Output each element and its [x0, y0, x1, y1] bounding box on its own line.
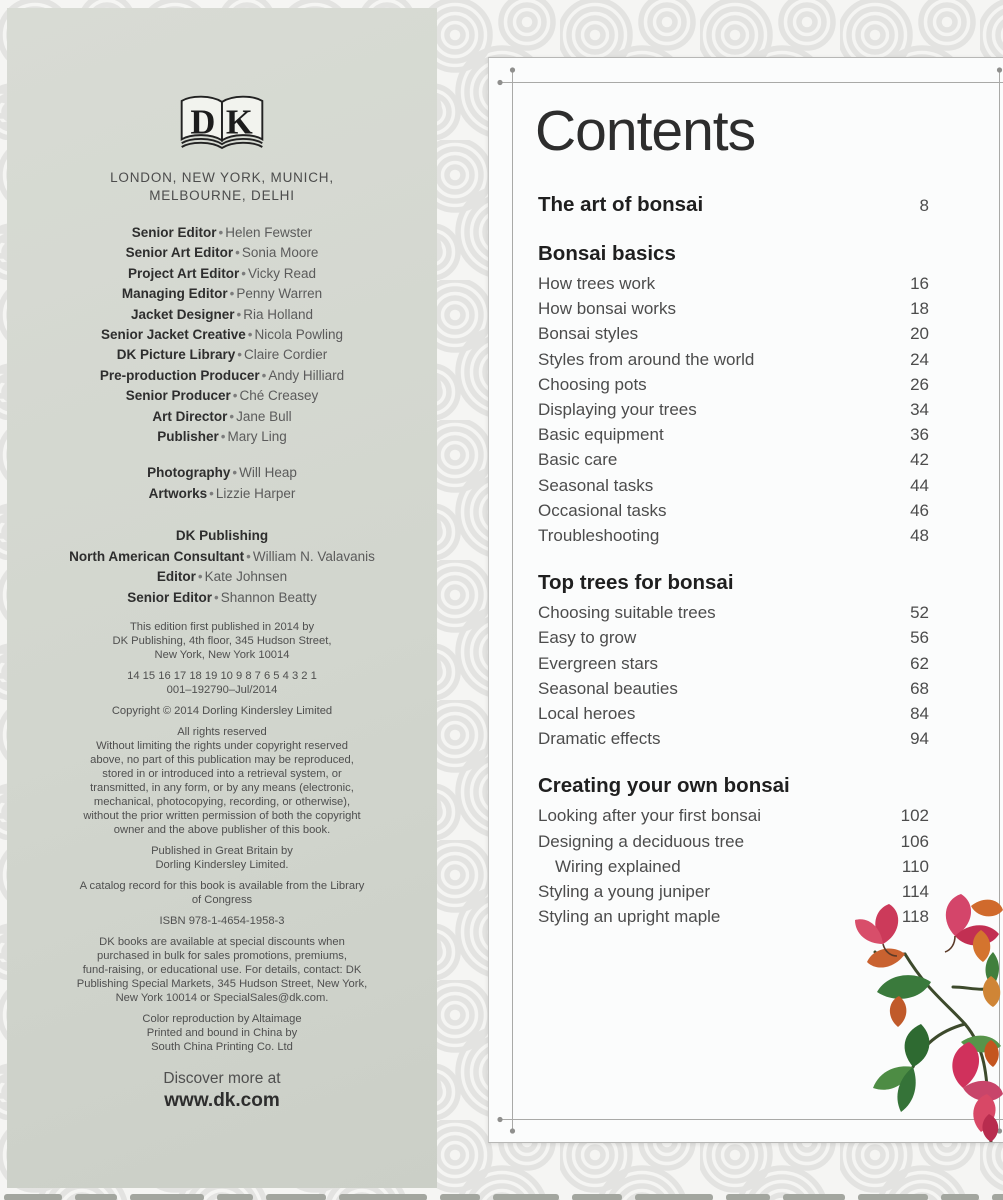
imprint-paragraph: DK books are available at special discounts when purchased in bulk for sales promotions, premiums, fund-raising, or educational use. For details, contact: DK Publishing Special Markets, 345 Hudson Street, New York, New York 10014 or SpecialSales@dk.com.	[76, 935, 368, 1004]
toc-entry-label: Occasional tasks	[538, 500, 667, 520]
toc-entry-page-number: 20	[910, 324, 929, 344]
toc-entry	[538, 625, 929, 650]
toc-section-heading: Bonsai basics	[538, 242, 676, 265]
toc-entry-label: Styling an upright maple	[538, 907, 721, 927]
credit-line	[25, 407, 419, 427]
toc-entry-label: How trees work	[538, 274, 656, 293]
toc-entry-label: Choosing pots	[538, 374, 647, 394]
toc-entry-label: Dramatic effects	[538, 729, 661, 749]
credit-name: Kate Johnsen	[204, 569, 288, 585]
toc-section-heading: Creating your own bonsai	[538, 774, 790, 798]
toc-entry	[538, 271, 929, 296]
toc-entry-page-number: 114	[901, 882, 929, 902]
cut-off-print-strip	[4, 1192, 1003, 1200]
uk-credits-list	[25, 223, 419, 447]
bougainvillea-flower-image	[843, 892, 1003, 1142]
toc-section-heading-row	[538, 192, 929, 219]
toc-entry-label: Displaying your trees	[538, 400, 697, 420]
imprint-paragraph: All rights reserved Without limiting the rights under copyright reserved above, no part of this publication may be reproduced, stored in or introduced into a retrieval system, or transmitted, in any form, or by any means (electronic, mechanical, photocopying, recording, or otherwise), without the prior written permission of both the copyright owner and the above publisher of this book.	[83, 725, 361, 836]
imprint-paragraph: 14 15 16 17 18 19 10 9 8 7 6 5 4 3 2 1 001–192790–Jul/2014	[127, 669, 317, 696]
bullet-separator: •	[241, 265, 246, 281]
toc-entry-label: Styling a young juniper	[538, 882, 711, 902]
toc-entry	[538, 651, 929, 676]
bullet-separator: •	[197, 569, 203, 585]
toc-entry-page-number: 62	[910, 653, 929, 673]
bullet-separator: •	[235, 245, 240, 261]
imprint-paragraph: This edition first published in 2014 by DK Publishing, 4th floor, 345 Hudson Street, New York, New York 10014	[112, 620, 332, 661]
discover-label: Discover more at	[163, 1069, 281, 1087]
toc-entry	[538, 829, 929, 854]
toc-entry	[538, 498, 929, 523]
imprint-paragraph: ISBN 978-1-4654-1958-3	[159, 914, 285, 927]
toc-entry-page-number: 34	[910, 400, 929, 420]
credit-line	[25, 345, 419, 365]
credit-name: Shannon Beatty	[220, 589, 317, 605]
toc-entry-page-number: 52	[910, 603, 929, 623]
toc-entry-page-number: 48	[910, 526, 929, 546]
credit-role: Project Art Editor	[127, 265, 240, 281]
toc-entry-label: Local heroes	[538, 704, 636, 724]
credit-name: Andy Hilliard	[268, 367, 345, 383]
toc-entry-page-number: 110	[901, 856, 929, 876]
toc-entry	[538, 296, 929, 321]
credit-name: William N. Valavanis	[252, 548, 375, 564]
credit-name: Sonia Moore	[241, 245, 319, 261]
credit-name: Claire Cordier	[244, 347, 328, 363]
imprint-page	[7, 8, 437, 1188]
toc-entry	[538, 347, 929, 372]
credit-name: Vicky Read	[247, 265, 317, 281]
bullet-separator: •	[236, 306, 242, 322]
toc-entry	[538, 372, 929, 397]
imprint-paragraph: Copyright © 2014 Dorling Kindersley Limited	[111, 704, 333, 717]
toc-entry-label: How bonsai works	[538, 299, 676, 319]
credit-role: DK Picture Library	[116, 347, 236, 363]
toc-entry-page-number: 94	[910, 729, 929, 749]
toc-section	[538, 570, 929, 751]
toc-entry-page-number: 16	[910, 274, 929, 293]
credit-line	[25, 386, 419, 406]
toc-entries	[538, 271, 929, 548]
toc-entry	[538, 473, 929, 498]
credit-role: Photography	[147, 465, 231, 481]
credit-name: Mary Ling	[227, 429, 287, 445]
toc-entry-page-number: 118	[901, 907, 929, 927]
toc-entry-label: Designing a deciduous tree	[538, 831, 745, 851]
credit-line	[25, 366, 419, 386]
bullet-separator: •	[229, 408, 235, 424]
bullet-separator: •	[232, 465, 238, 481]
credit-name: Ria Holland	[243, 306, 314, 322]
imprint-paragraphs	[25, 620, 419, 1054]
credit-role: Senior Editor	[131, 225, 217, 240]
credit-role: North American Consultant	[69, 548, 245, 564]
toc-section-heading-row	[538, 773, 929, 799]
toc-entry-label: Seasonal beauties	[538, 678, 678, 698]
toc-section-heading: Top trees for bonsai	[538, 571, 734, 595]
toc-section-page-number: 8	[919, 196, 929, 215]
production-credits-list	[25, 463, 419, 504]
dk-logo-letter-k: K	[225, 103, 253, 142]
credit-role: Senior Jacket Creative	[100, 327, 246, 343]
toc-entry-label: Evergreen stars	[538, 653, 658, 673]
us-credits-list	[25, 547, 419, 608]
toc-entry-page-number: 36	[910, 425, 929, 445]
publisher-cities: LONDON, NEW YORK, MUNICH, MELBOURNE, DELHI	[110, 170, 334, 203]
credit-role: Jacket Designer	[130, 306, 235, 322]
toc-entry-page-number: 18	[910, 299, 929, 319]
credit-role: Senior Editor	[127, 589, 212, 605]
credit-name: Ché Creasey	[239, 388, 319, 404]
credit-line	[25, 284, 419, 304]
toc-section	[538, 192, 929, 219]
toc-section	[538, 241, 929, 548]
bullet-separator: •	[209, 485, 214, 501]
credit-role: Publisher	[157, 429, 219, 445]
credit-name: Helen Fewster	[225, 225, 313, 240]
bullet-separator: •	[247, 327, 253, 343]
toc-entry-label: Troubleshooting	[538, 526, 660, 546]
imprint-paragraph: A catalog record for this book is available from the Library of Congress	[79, 879, 365, 906]
bullet-separator: •	[229, 286, 235, 302]
credit-line	[25, 588, 419, 608]
bullet-separator: •	[232, 388, 238, 404]
toc-entry	[538, 600, 929, 625]
bullet-separator: •	[261, 367, 267, 383]
toc-entry-page-number: 24	[910, 349, 929, 369]
toc-entry-page-number: 84	[910, 704, 929, 724]
imprint-paragraph: Published in Great Britain by Dorling Kindersley Limited.	[151, 844, 293, 871]
dk-publishing-heading: DK Publishing	[175, 528, 269, 544]
credit-line	[25, 325, 419, 345]
credit-role: Senior Art Editor	[125, 245, 234, 261]
bullet-separator: •	[220, 429, 226, 445]
toc-entry-page-number: 68	[910, 678, 929, 698]
toc-entry	[538, 397, 929, 422]
toc-entry-label: Seasonal tasks	[538, 475, 654, 495]
bullet-separator: •	[218, 225, 224, 240]
credit-name: Lizzie Harper	[215, 485, 296, 501]
toc-entry-page-number: 102	[900, 806, 929, 826]
toc-entry-label: Basic care	[538, 450, 618, 470]
credit-name: Will Heap	[239, 465, 297, 481]
credit-line	[25, 264, 419, 284]
credit-line	[25, 567, 419, 587]
toc-sections	[538, 192, 929, 929]
toc-entry	[538, 701, 929, 726]
toc-entry	[538, 523, 929, 548]
page-title: Contents	[535, 99, 756, 163]
credit-name: Penny Warren	[236, 286, 323, 302]
toc-entry-label: Easy to grow	[538, 628, 637, 648]
toc-entry-page-number: 44	[910, 475, 929, 495]
credit-line	[25, 427, 419, 447]
toc-entry-label: Styles from around the world	[538, 349, 755, 369]
bullet-separator: •	[237, 347, 242, 363]
toc-entry-label: Wiring explained	[555, 856, 681, 876]
toc-entry-label: Basic equipment	[538, 425, 664, 445]
dk-website-url: www.dk.com	[164, 1089, 280, 1111]
toc-entry-page-number: 42	[910, 450, 929, 470]
credit-role: Senior Producer	[125, 388, 231, 404]
toc-entry-page-number: 26	[910, 374, 929, 394]
toc-section-heading-row	[538, 570, 929, 596]
credit-line	[25, 223, 419, 243]
toc-entry	[538, 854, 929, 879]
dk-logo-letter-d: D	[190, 103, 216, 142]
toc-entry-label: Choosing suitable trees	[538, 603, 716, 623]
credit-name: Nicola Powling	[254, 327, 344, 343]
credit-line	[25, 463, 419, 483]
table-of-contents	[535, 98, 929, 929]
credit-line	[25, 305, 419, 325]
toc-entry-label: Bonsai styles	[538, 324, 639, 344]
credit-role: Managing Editor	[121, 286, 228, 302]
bullet-separator: •	[246, 548, 251, 564]
credit-line	[25, 243, 419, 263]
toc-entry	[538, 321, 929, 346]
credit-role: Pre-production Producer	[99, 367, 260, 383]
credit-name: Jane Bull	[236, 408, 292, 424]
credit-role: Editor	[156, 569, 196, 585]
toc-section-heading-row	[538, 241, 929, 267]
toc-entry-page-number: 106	[900, 831, 929, 851]
toc-entry	[538, 422, 929, 447]
toc-entry-page-number: 46	[910, 500, 929, 520]
toc-entry	[538, 803, 929, 828]
toc-entry-page-number: 56	[910, 628, 929, 648]
toc-section-heading: The art of bonsai	[538, 193, 704, 216]
toc-entries	[538, 600, 929, 751]
credit-line	[25, 547, 419, 567]
imprint-paragraph: Color reproduction by Altaimage Printed and bound in China by South China Printing Co. Ltd	[142, 1012, 302, 1053]
toc-entry	[538, 726, 929, 751]
credit-line	[25, 484, 419, 504]
toc-entry	[538, 447, 929, 472]
contents-page	[488, 57, 1003, 1143]
credit-role: Art Director	[152, 408, 228, 424]
credit-role: Artworks	[148, 485, 208, 501]
toc-entry-label: Looking after your first bonsai	[538, 806, 762, 826]
dk-book-logo-icon	[174, 92, 270, 159]
bullet-separator: •	[213, 589, 219, 605]
toc-entry	[538, 676, 929, 701]
